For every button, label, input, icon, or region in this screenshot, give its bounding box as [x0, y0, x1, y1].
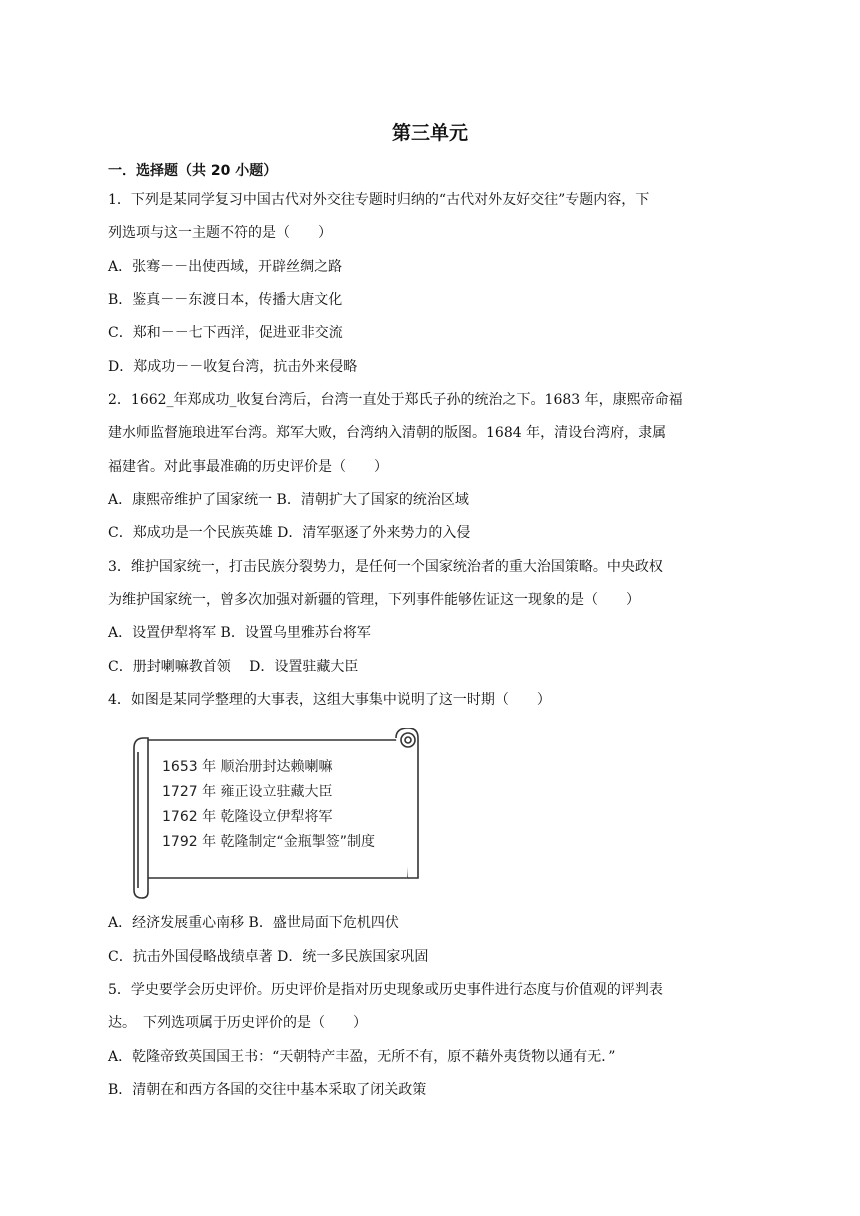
question-5-option-b: B．清朝在和西方各国的交往中基本采取了闭关政策 [108, 1082, 427, 1098]
question-2-options-cd: C．郑成功是一个民族英雄 D．清军驱逐了外来势力的入侵 [108, 525, 471, 541]
question-3-text: 3．维护国家统一，打击民族分裂势力，是任何一个国家统治者的重大治国策略。中央政权 [108, 559, 663, 575]
question-3-text-cont: 为维护国家统一，曾多次加强对新疆的管理，下列事件能够佐证这一现象的是（ ） [108, 592, 640, 608]
page-title: 第三单元 [391, 122, 468, 144]
question-2-text-cont2: 福建省。对此事最准确的历史评价是（ ） [108, 459, 388, 475]
question-1-option-b: B．鉴真－－东渡日本，传播大唐文化 [108, 292, 343, 308]
question-4-text: 4．如图是某同学整理的大事表，这组大事集中说明了这一时期（ ） [108, 692, 551, 708]
question-2-options-ab: A．康熙帝维护了国家统一 B．清朝扩大了国家的统治区域 [108, 492, 469, 508]
scroll-event-1653: 1653 年 顺治册封达赖喇嘛 [162, 759, 333, 775]
question-3-options-ab: A．设置伊犁将军 B．设置乌里雅苏台将军 [108, 625, 371, 641]
scroll-event-1727: 1727 年 雍正设立驻藏大臣 [162, 784, 333, 800]
question-1-text: 1．下列是某同学复习中国古代对外交往专题时归纳的“古代对外友好交往”专题内容，下 [108, 192, 650, 208]
question-5-text: 5．学史要学会历史评价。历史评价是指对历史现象或历史事件进行态度与价值观的评判表 [108, 982, 663, 998]
question-2-text: 2．1662_年郑成功_收复台湾后，台湾一直处于郑氏子孙的统治之下。1683 年，康熙帝命福 [108, 392, 683, 408]
question-4-options-cd: C．抗击外国侵略战绩卓著 D．统一多民族国家巩固 [108, 949, 429, 965]
scroll-events-figure [128, 728, 423, 900]
question-3-options-cd: C．册封喇嘛教首领 D．设置驻藏大臣 [108, 659, 359, 675]
question-1-option-c: C．郑和－－七下西洋，促进亚非交流 [108, 325, 343, 341]
scroll-event-1762: 1762 年 乾隆设立伊犁将军 [162, 809, 333, 825]
question-4-options-ab: A．经济发展重心南移 B．盛世局面下危机四伏 [108, 915, 399, 931]
section-heading: 一．选择题（共 20 小题） [108, 163, 278, 179]
scroll-event-1792: 1792 年 乾隆制定“金瓶掣签”制度 [162, 834, 376, 850]
question-1-option-d: D．郑成功－－收复台湾，抗击外来侵略 [108, 359, 358, 375]
question-1-option-a: A．张骞－－出使西域，开辟丝绸之路 [108, 259, 343, 275]
question-5-text-cont: 达。 下列选项属于历史评价的是（ ） [108, 1015, 367, 1031]
question-1-text-cont: 列选项与这一主题不符的是（ ） [108, 225, 332, 241]
question-5-option-a: A．乾隆帝致英国国王书：“天朝特产丰盈，无所不有，原不藉外夷货物以通有无．” [108, 1049, 616, 1065]
question-2-text-cont: 建水师监督施琅进军台湾。郑军大败，台湾纳入清朝的版图。1684 年，清设台湾府，隶属 [108, 425, 667, 441]
